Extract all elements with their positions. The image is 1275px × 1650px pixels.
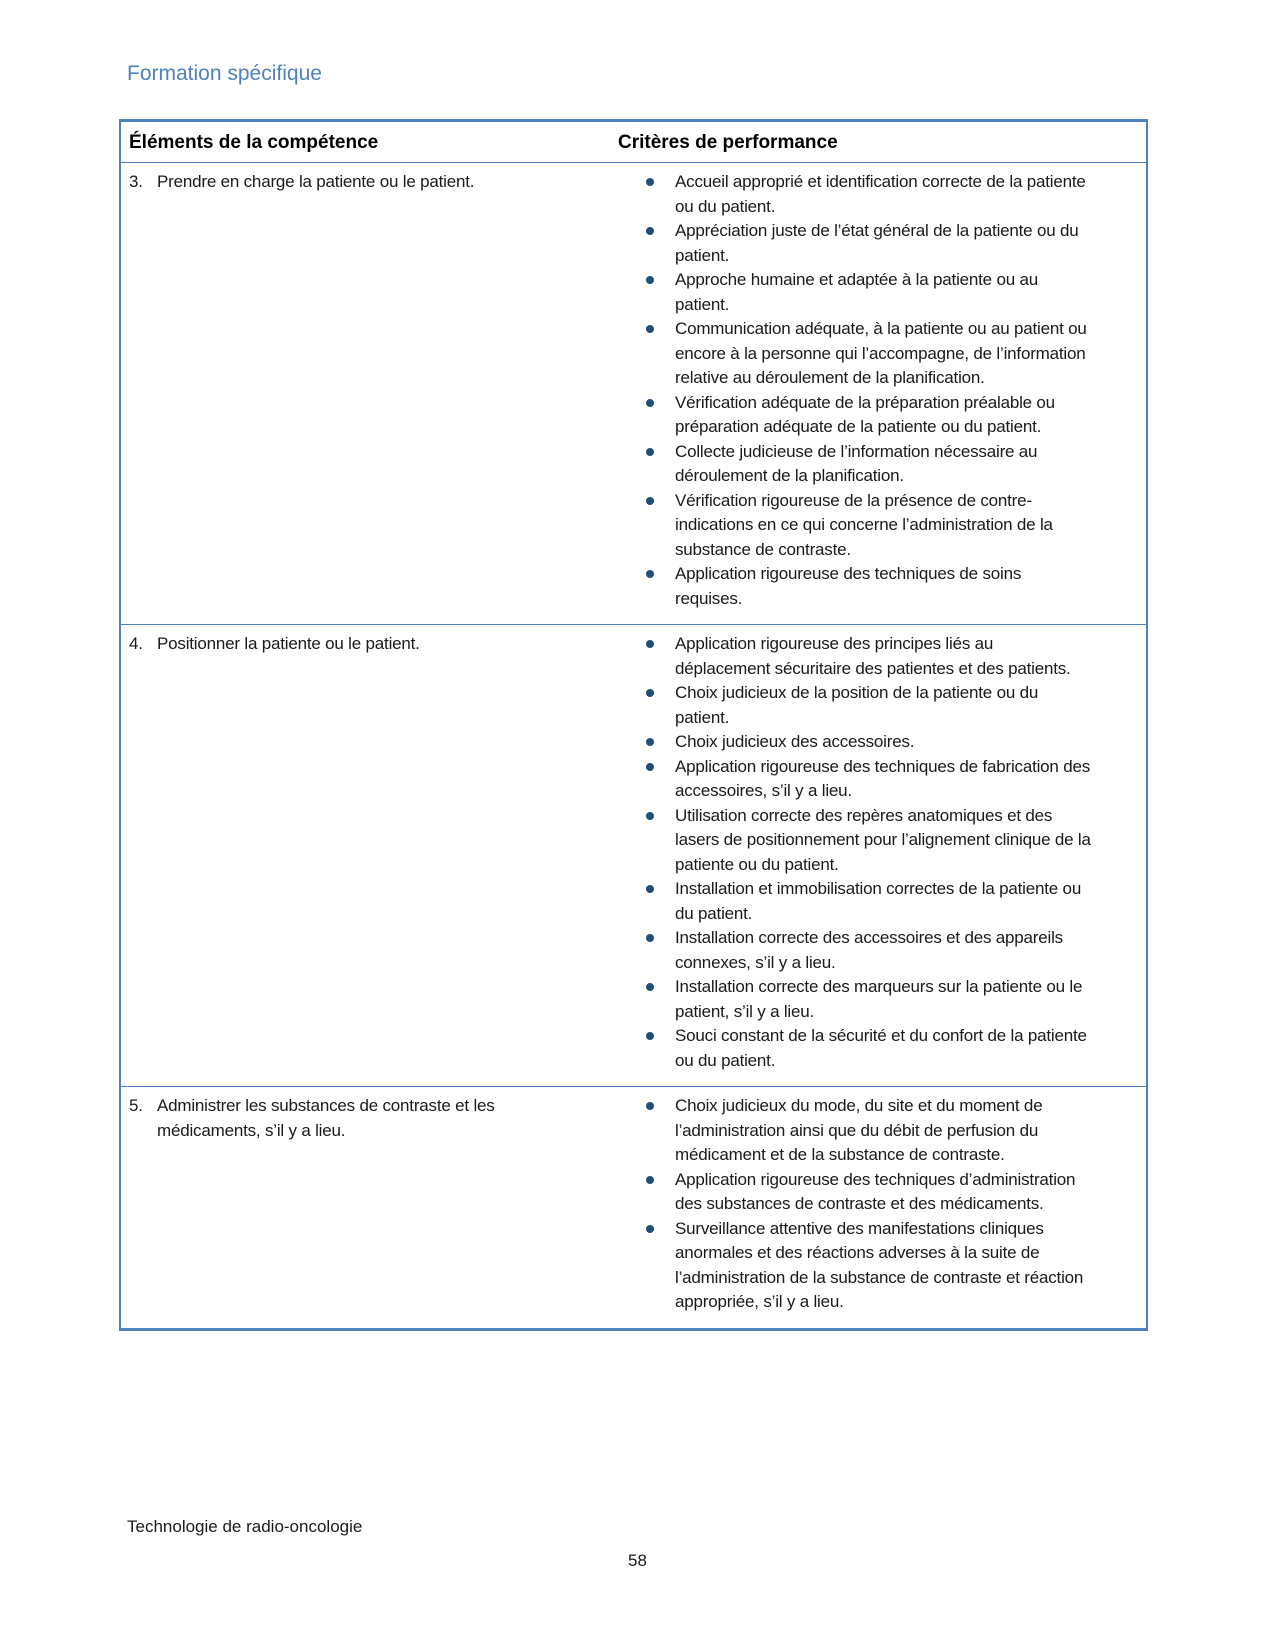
element-text: Positionner la patiente ou le patient.: [157, 634, 420, 653]
criterion-item: [618, 1168, 1092, 1217]
criteria-cell: [610, 625, 1147, 1087]
table-body: [120, 163, 1147, 1330]
bullet-icon: [646, 178, 654, 186]
bullet-icon: [646, 497, 654, 505]
element-text: Administrer les substances de contraste et les médicaments, s’il y a lieu.: [157, 1096, 495, 1140]
criteria-cell: [610, 1087, 1147, 1330]
bullet-icon: [646, 1032, 654, 1040]
criterion-text: Souci constant de la sécurité et du confort de la patiente ou du patient.: [675, 1026, 1087, 1070]
criteria-list: [618, 1094, 1138, 1315]
criterion-item: [618, 268, 1092, 317]
criterion-item: [618, 1217, 1092, 1315]
criteria-list: [618, 632, 1138, 1073]
table-header-row: [120, 121, 1147, 163]
criterion-item: [618, 730, 1092, 755]
criterion-text: Collecte judicieuse de l’information nécessaire au déroulement de la planification.: [675, 441, 1038, 485]
criterion-text: Application rigoureuse des techniques de fabrication des accessoires, s’il y a lieu.: [675, 756, 1091, 800]
criterion-item: [618, 562, 1092, 611]
bullet-icon: [646, 689, 654, 697]
section-title: Formation spécifique: [127, 62, 322, 85]
bullet-icon: [646, 763, 654, 771]
bullet-icon: [646, 399, 654, 407]
bullet-icon: [646, 934, 654, 942]
competence-table: [119, 119, 1148, 1331]
column-header-criteria: Critères de performance: [610, 121, 1147, 163]
criterion-text: Accueil approprié et identification correcte de la patiente ou du patient.: [675, 172, 1086, 216]
bullet-icon: [646, 885, 654, 893]
criterion-item: [618, 317, 1092, 391]
criterion-item: [618, 975, 1092, 1024]
element-number: 5.: [129, 1096, 143, 1115]
criterion-text: Choix judicieux de la position de la patiente ou du patient.: [675, 683, 1039, 727]
criterion-item: [618, 391, 1092, 440]
criterion-text: Utilisation correcte des repères anatomiques et des lasers de positionnement pour l’alignement clinique de la patiente ou du patient.: [675, 805, 1091, 874]
criterion-text: Surveillance attentive des manifestations cliniques anormales et des réactions adverses à la suite de l’administration de la substance de contraste et réaction appropriée, s’il y a lieu.: [675, 1218, 1084, 1311]
criterion-text: Approche humaine et adaptée à la patiente ou au patient.: [675, 270, 1038, 314]
bullet-icon: [646, 640, 654, 648]
element-text: Prendre en charge la patiente ou le patient.: [157, 172, 475, 191]
criterion-text: Appréciation juste de l’état général de la patiente ou du patient.: [675, 221, 1079, 265]
criterion-text: Choix judicieux du mode, du site et du moment de l’administration ainsi que du débit de perfusion du médicament et de la substance de contraste.: [675, 1096, 1043, 1164]
element-cell: [120, 163, 610, 625]
criterion-item: [618, 489, 1092, 563]
criterion-text: Application rigoureuse des principes liés au déplacement sécuritaire des patientes et des patients.: [675, 634, 1071, 678]
element-number: 4.: [129, 634, 143, 653]
element-item: [129, 170, 602, 195]
bullet-icon: [646, 448, 654, 456]
criterion-item: [618, 219, 1092, 268]
criterion-item: [618, 804, 1092, 878]
criteria-list: [618, 170, 1138, 611]
criterion-item: [618, 632, 1092, 681]
element-number: 3.: [129, 172, 143, 191]
criterion-text: Application rigoureuse des techniques de soins requises.: [675, 564, 1022, 608]
bullet-icon: [646, 325, 654, 333]
bullet-icon: [646, 570, 654, 578]
criterion-item: [618, 877, 1092, 926]
bullet-icon: [646, 276, 654, 284]
bullet-icon: [646, 227, 654, 235]
page-number: 58: [628, 1551, 647, 1570]
criteria-cell: [610, 163, 1147, 625]
bullet-icon: [646, 812, 654, 820]
element-item: [129, 632, 602, 657]
criterion-item: [618, 926, 1092, 975]
criterion-text: Installation et immobilisation correctes de la patiente ou du patient.: [675, 879, 1082, 923]
criterion-item: [618, 1024, 1092, 1073]
criterion-item: [618, 1094, 1092, 1168]
criterion-text: Vérification adéquate de la préparation préalable ou préparation adéquate de la patiente ou du patient.: [675, 392, 1055, 436]
criterion-text: Vérification rigoureuse de la présence de contre-indications en ce qui concerne l’administration de la substance de contraste.: [675, 490, 1053, 559]
criterion-item: [618, 170, 1092, 219]
criterion-text: Installation correcte des marqueurs sur la patiente ou le patient, s’il y a lieu.: [675, 977, 1083, 1021]
element-item: [129, 1094, 602, 1143]
criterion-text: Application rigoureuse des techniques d’administration des substances de contraste et des médicaments.: [675, 1169, 1076, 1213]
table-row: [120, 1087, 1147, 1330]
footer-document-title: Technologie de radio-oncologie: [127, 1517, 363, 1536]
element-cell: [120, 625, 610, 1087]
bullet-icon: [646, 983, 654, 991]
criterion-item: [618, 755, 1092, 804]
bullet-icon: [646, 1225, 654, 1233]
element-cell: [120, 1087, 610, 1330]
column-header-elements: Éléments de la compétence: [120, 121, 610, 163]
bullet-icon: [646, 738, 654, 746]
criterion-text: Installation correcte des accessoires et des appareils connexes, s’il y a lieu.: [675, 928, 1063, 972]
bullet-icon: [646, 1102, 654, 1110]
table-row: [120, 163, 1147, 625]
criterion-text: Choix judicieux des accessoires.: [675, 732, 915, 751]
criterion-item: [618, 681, 1092, 730]
bullet-icon: [646, 1176, 654, 1184]
criterion-item: [618, 440, 1092, 489]
table-row: [120, 625, 1147, 1087]
criterion-text: Communication adéquate, à la patiente ou au patient ou encore à la personne qui l’accompagne, de l’information relative au déroulement de la planification.: [675, 319, 1087, 387]
